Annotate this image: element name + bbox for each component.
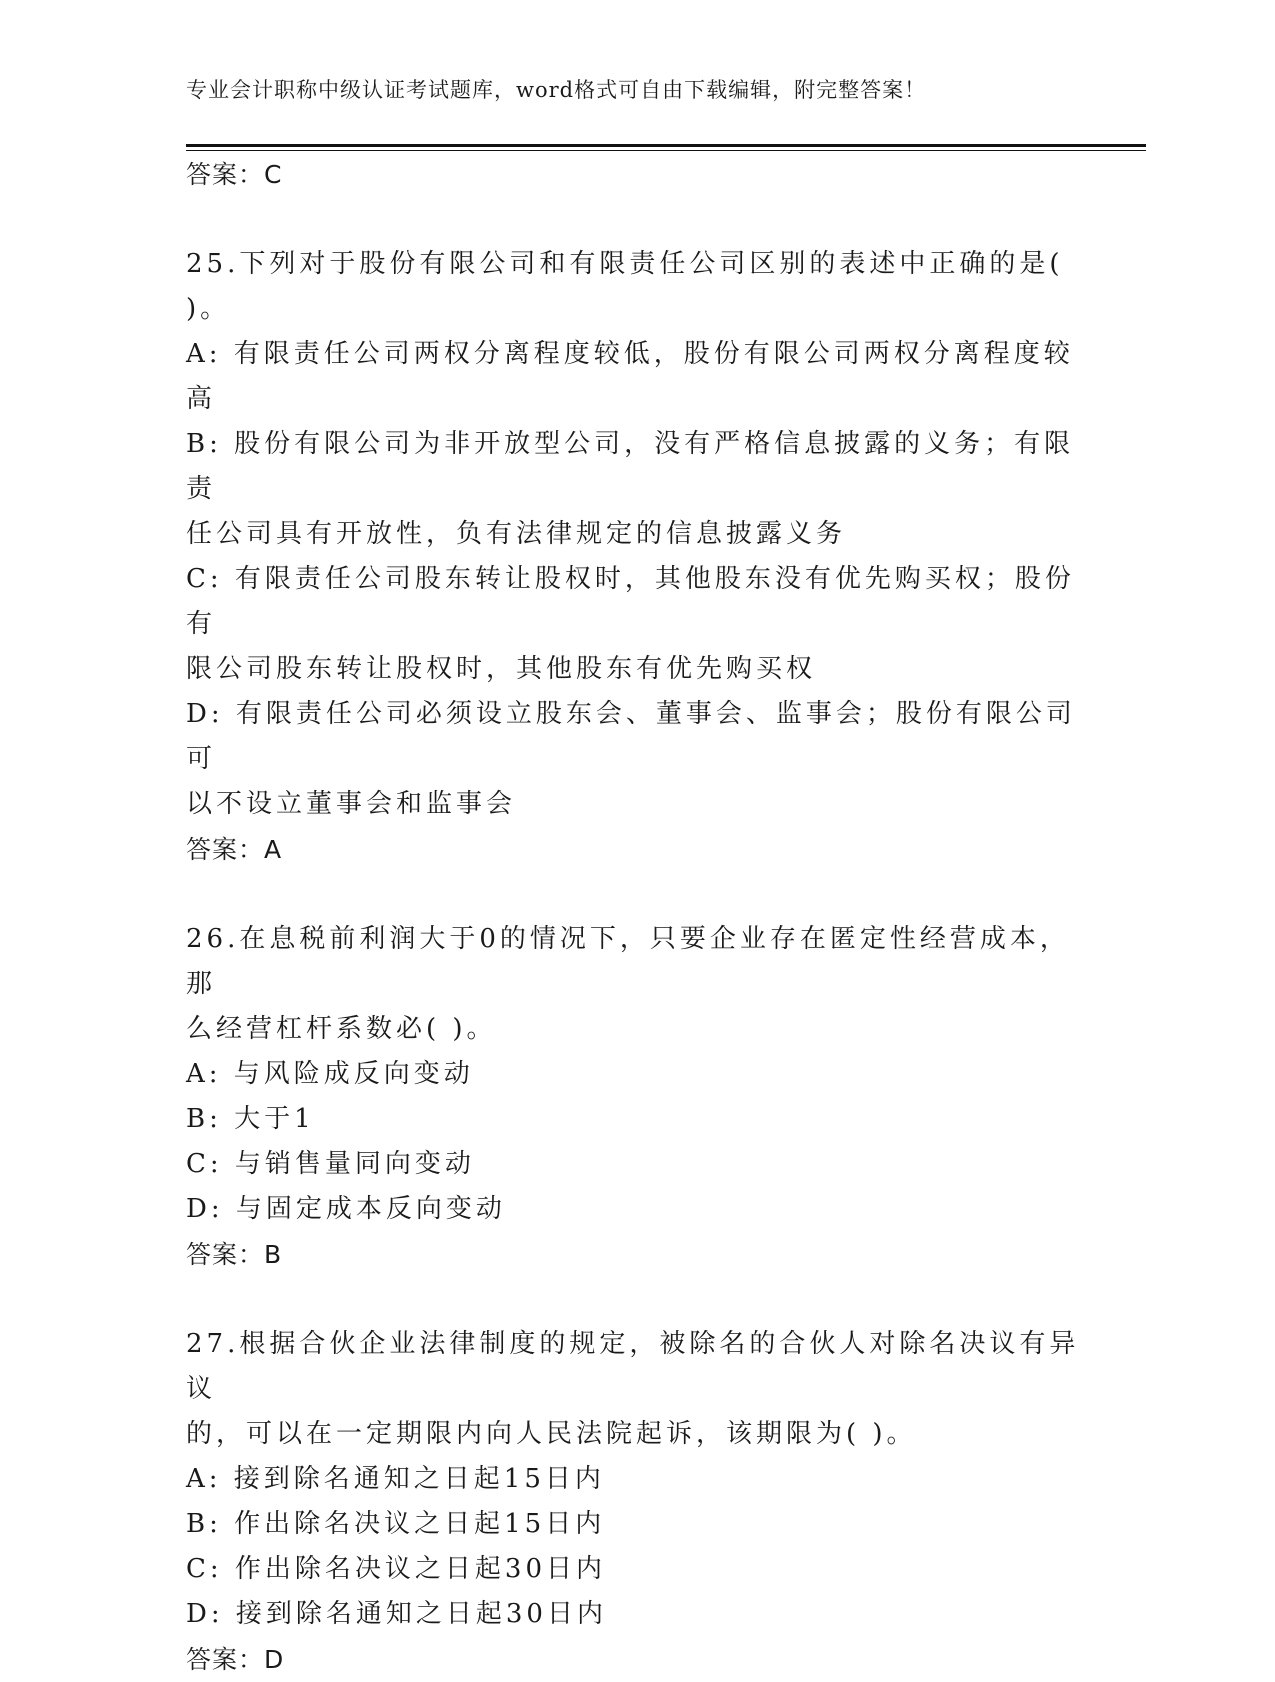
option-c: C: 作出除名决议之日起30日内 xyxy=(186,1554,607,1584)
answer-line: 答案：B xyxy=(186,1240,283,1269)
option-a: A: 与风险成反向变动 xyxy=(186,1059,474,1089)
question-stem: 的，可以在一定期限内向人民法院起诉，该期限为( )。 xyxy=(186,1419,917,1449)
option-b: B: 大于1 xyxy=(186,1104,315,1134)
question-block xyxy=(186,917,1086,1277)
question-stem: 么经营杠杆系数必( )。 xyxy=(186,1014,497,1044)
question-stem: 26.在息税前利润大于0的情况下，只要企业存在匿定性经营成本，那 xyxy=(186,924,1070,999)
header-rule-thin xyxy=(186,150,1146,151)
answer-line: 答案：C xyxy=(186,160,283,189)
option-a: A: 有限责任公司两权分离程度较低，股份有限公司两权分离程度较高 xyxy=(186,339,1074,414)
page-header: 专业会计职称中级认证考试题库，word格式可自由下载编辑，附完整答案！ xyxy=(186,78,927,102)
option-c: C: 有限责任公司股东转让股权时，其他股东没有优先购买权；股份有 xyxy=(186,564,1075,639)
question-stem: 25.下列对于股份有限公司和有限责任公司区别的表述中正确的是( xyxy=(186,249,1064,279)
option-d: D: 有限责任公司必须设立股东会、董事会、监事会；股份有限公司可 xyxy=(186,699,1076,774)
answer-line: 答案：D xyxy=(186,1645,285,1674)
option-d: 以不设立董事会和监事会 xyxy=(186,789,517,819)
option-b: B: 作出除名决议之日起15日内 xyxy=(186,1509,606,1539)
question-stem: )。 xyxy=(186,294,231,324)
question-stem: 27.根据合伙企业法律制度的规定，被除名的合伙人对除名决议有异议 xyxy=(186,1329,1080,1404)
answer-line: 答案：A xyxy=(186,835,283,864)
question-block xyxy=(186,242,1086,872)
option-b: 任公司具有开放性，负有法律规定的信息披露义务 xyxy=(186,519,847,549)
question-block xyxy=(186,1322,1086,1682)
option-b: B: 股份有限公司为非开放型公司，没有严格信息披露的义务；有限责 xyxy=(186,429,1075,504)
header-rule-thick xyxy=(186,144,1146,147)
document-body xyxy=(186,152,1086,1682)
option-d: D: 与固定成本反向变动 xyxy=(186,1194,506,1224)
option-c: 限公司股东转让股权时，其他股东有优先购买权 xyxy=(186,654,817,684)
option-d: D: 接到除名通知之日起30日内 xyxy=(186,1599,607,1629)
option-a: A: 接到除名通知之日起15日内 xyxy=(186,1464,605,1494)
option-c: C: 与销售量同向变动 xyxy=(186,1149,475,1179)
